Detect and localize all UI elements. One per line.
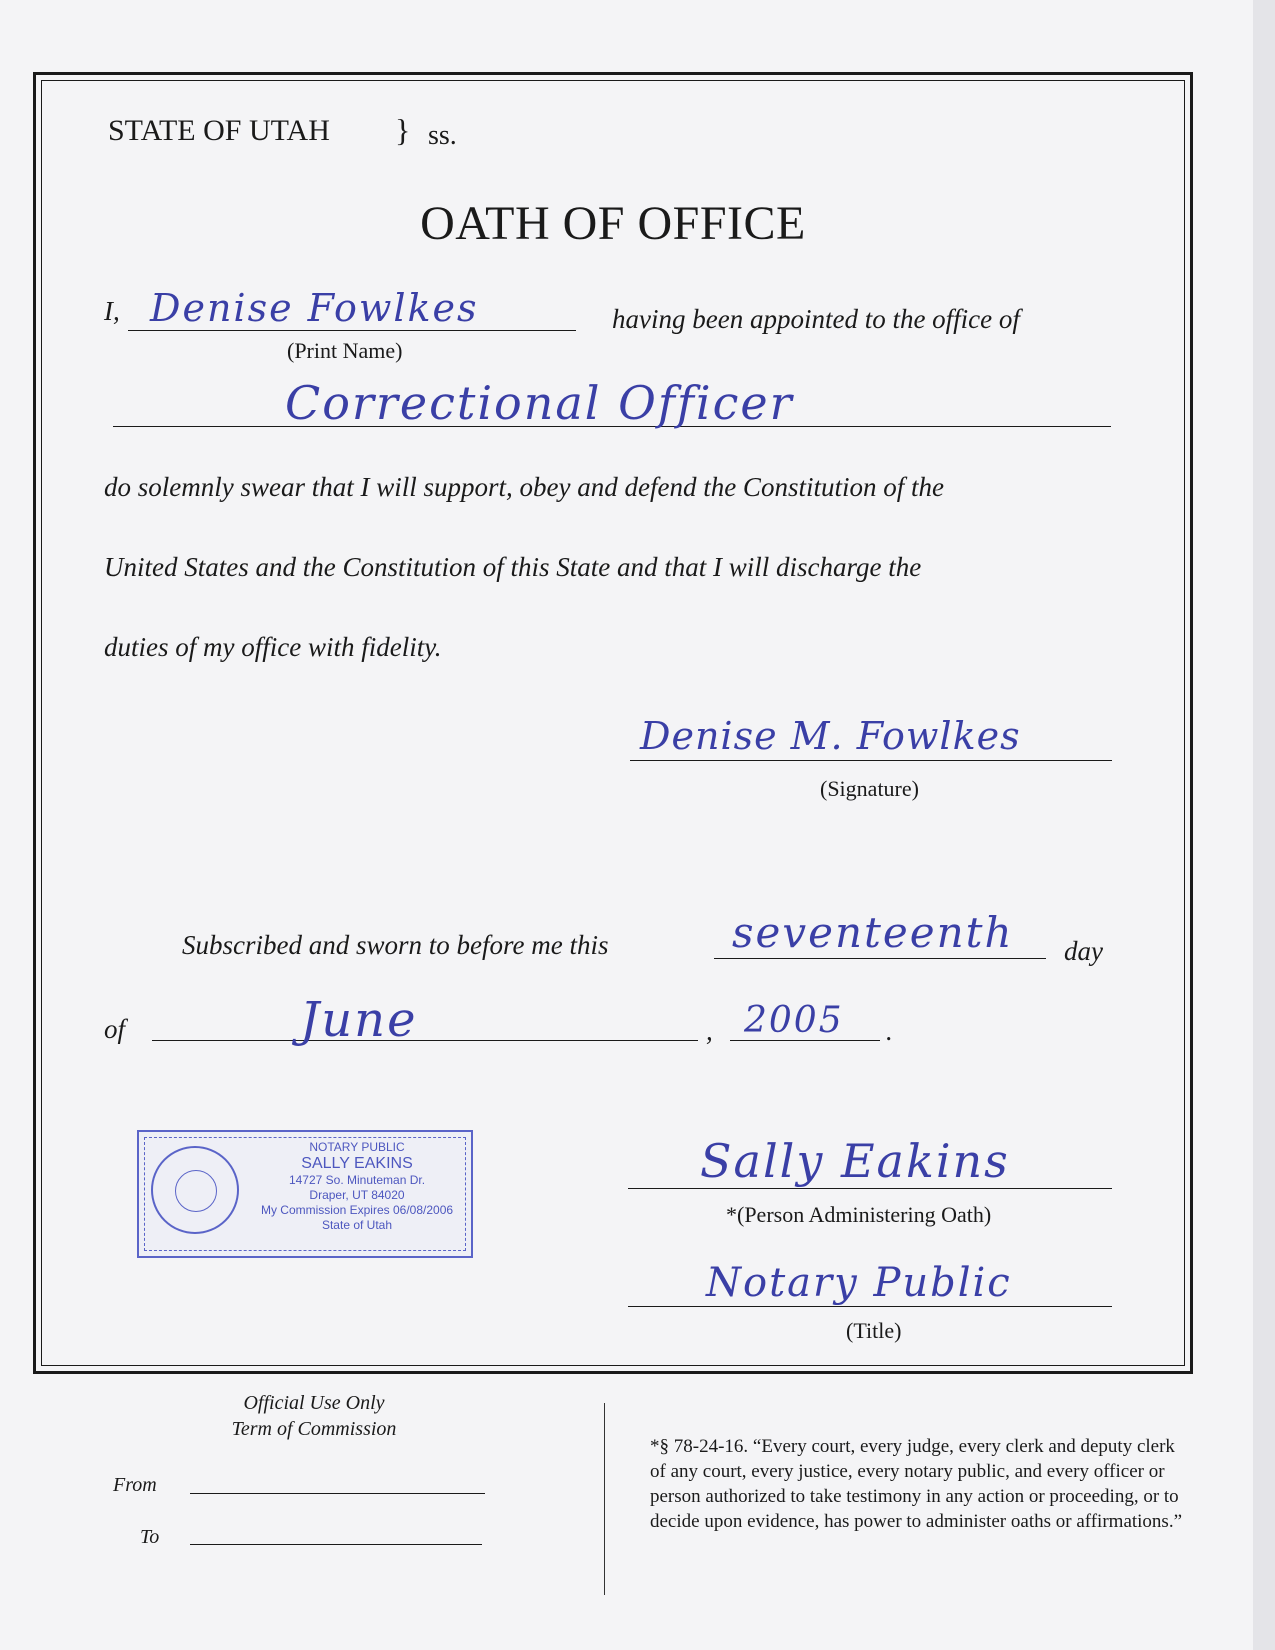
handwritten-year: 2005 [744,1000,844,1041]
administrator-line [628,1188,1112,1189]
from-line[interactable] [190,1493,485,1494]
ss-abbrev: ss. [428,120,457,151]
title-label: (Title) [846,1318,902,1343]
official-use-label: Official Use Only [243,1392,385,1414]
handwritten-title: Notary Public [706,1260,1012,1306]
to-line[interactable] [190,1544,482,1545]
state-seal-icon [151,1146,239,1234]
comma: , [706,1016,713,1046]
stamp-address: 14727 So. Minuteman Dr. [288,1173,426,1187]
statute-footnote: *§ 78-24-16. “Every court, every judge, every clerk and deputy clerk of any court, every justice, every notary public, and every officer or person authorized to take testimony in any action or proceeding, or to decide upon evidence, has power to administer oaths or affirmations.” [650,1436,1183,1532]
state-of-utah: STATE OF UTAH [108,114,330,147]
appointed-text: having been appointed to the office of [612,304,1020,334]
subscribed-text: Subscribed and sworn to before me this [182,930,609,960]
stamp-state: State of Utah [321,1218,393,1232]
oath-line-1: do solemnly swear that I will support, obey and defend the Constitution of the [104,472,944,502]
document-title: OATH OF OFFICE [420,197,806,250]
period: . [886,1016,893,1046]
stamp-city: Draper, UT 84020 [309,1188,405,1202]
handwritten-name: Denise Fowlkes [150,286,479,330]
stamp-commission-expires: My Commission Expires 06/08/2006 [260,1203,454,1217]
to-label: To [140,1526,160,1548]
i-prefix: I, [104,296,120,326]
oath-line-2: United States and the Constitution of this State and that I will discharge the [104,552,922,582]
month-line [152,1040,698,1041]
of-word: of [104,1014,126,1044]
page-edge [1253,0,1275,1650]
stamp-notary-public: NOTARY PUBLIC [309,1140,405,1154]
name-line [128,330,576,331]
signature-label: (Signature) [820,776,919,801]
handwritten-administrator: Sally Eakins [700,1134,1010,1188]
stamp-notary-name: SALLY EAKINS [301,1155,413,1172]
handwritten-signature: Denise M. Fowlkes [640,714,1021,758]
handwritten-month: June [300,992,418,1048]
term-of-commission-label: Term of Commission [231,1418,397,1440]
brace-symbol: } [395,112,411,148]
print-name-label: (Print Name) [287,338,403,363]
administrator-label: *(Person Administering Oath) [726,1202,992,1227]
from-label: From [113,1474,157,1496]
title-line [628,1306,1112,1307]
handwritten-office: Correctional Officer [285,376,794,430]
day-line [714,958,1046,959]
oath-line-3: duties of my office with fidelity. [104,632,442,662]
footer-divider [604,1403,605,1595]
notary-stamp [137,1130,473,1258]
handwritten-day: seventeenth [732,908,1014,957]
signature-line [630,760,1112,761]
day-word: day [1064,936,1103,966]
